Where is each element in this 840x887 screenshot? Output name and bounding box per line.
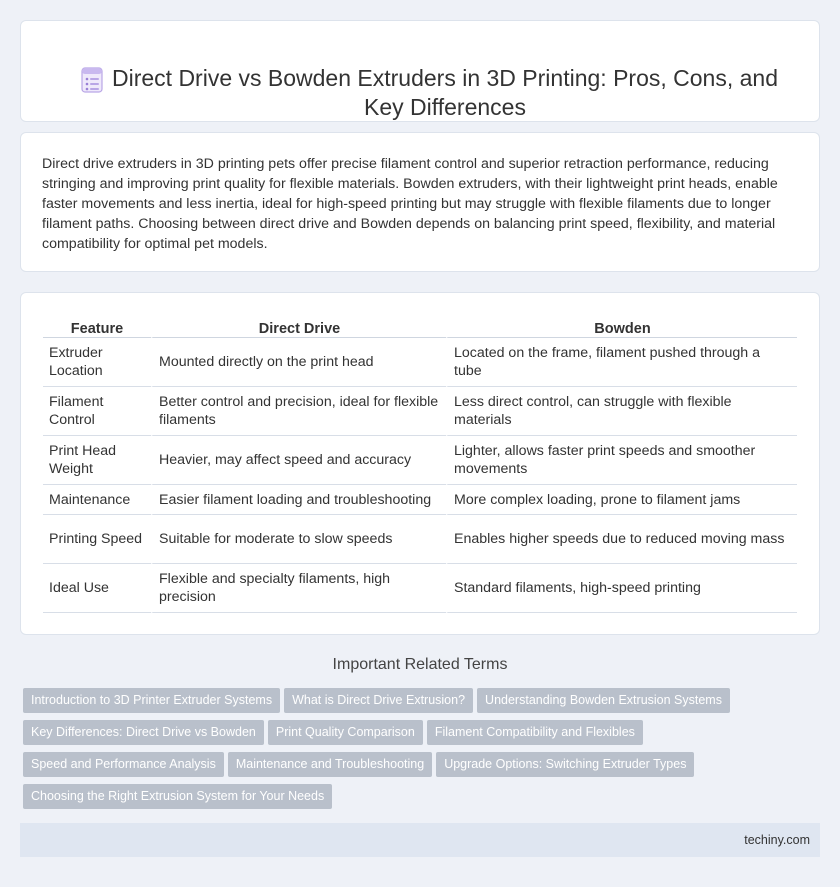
feature-cell: Ideal Use <box>43 564 151 613</box>
feature-cell: Printing Speed <box>43 515 151 564</box>
related-term-tag[interactable]: What is Direct Drive Extrusion? <box>284 688 473 713</box>
direct-drive-cell: Mounted directly on the print head <box>151 338 446 387</box>
bowden-cell: Standard filaments, high-speed printing <box>446 564 797 613</box>
intro-text: Direct drive extruders in 3D printing pets offer precise filament control and superior retraction performance, reducing stringing and improving print quality for flexible materials. Bowden extruders, with their lightweight print heads, enable faster movements and less inertia, ideal for high-speed printing but may struggle with flexible filaments due to longer filament paths. Choosing between direct drive and Bowden depends on balancing print speed, flexibility, and material compatibility for optimal pet models. <box>42 156 778 252</box>
bowden-cell: More complex loading, prone to filament jams <box>446 485 797 515</box>
feature-cell: Extruder Location <box>43 338 151 387</box>
related-term-tag[interactable]: Introduction to 3D Printer Extruder Systems <box>23 688 280 713</box>
feature-cell: Filament Control <box>43 387 151 436</box>
header-bowden: Bowden <box>446 315 797 338</box>
table-row <box>43 436 797 485</box>
table-row <box>43 387 797 436</box>
direct-drive-cell: Better control and precision, ideal for flexible filaments <box>151 387 446 436</box>
intro-card <box>20 132 820 272</box>
direct-drive-cell: Flexible and specialty filaments, high precision <box>151 564 446 613</box>
table-row <box>43 564 797 613</box>
related-term-tag[interactable]: Print Quality Comparison <box>268 720 423 745</box>
related-term-tag[interactable]: Maintenance and Troubleshooting <box>228 752 432 777</box>
bowden-cell: Located on the frame, filament pushed through a tube <box>446 338 797 387</box>
related-terms-heading: Important Related Terms <box>332 656 508 673</box>
related-term-tag[interactable]: Understanding Bowden Extrusion Systems <box>477 688 730 713</box>
related-term-tag[interactable]: Speed and Performance Analysis <box>23 752 224 777</box>
page-title: Direct Drive vs Bowden Extruders in 3D Printing: Pros, Cons, and Key Differences <box>112 65 778 120</box>
direct-drive-cell: Easier filament loading and troubleshooting <box>151 485 446 515</box>
feature-cell: Maintenance <box>43 485 151 515</box>
related-term-tag[interactable]: Upgrade Options: Switching Extruder Types <box>436 752 694 777</box>
table-row <box>43 485 797 515</box>
comparison-card <box>20 292 820 635</box>
table-row <box>43 515 797 564</box>
footer-site-link[interactable]: techiny.com <box>744 833 810 847</box>
related-terms-list <box>23 688 813 816</box>
bowden-cell: Less direct control, can struggle with flexible materials <box>446 387 797 436</box>
header-direct-drive: Direct Drive <box>151 315 446 338</box>
related-term-tag[interactable]: Filament Compatibility and Flexibles <box>427 720 643 745</box>
header-feature: Feature <box>43 315 151 338</box>
related-term-tag[interactable]: Key Differences: Direct Drive vs Bowden <box>23 720 264 745</box>
table-header-row <box>43 315 797 338</box>
comparison-table <box>43 315 797 613</box>
direct-drive-cell: Heavier, may affect speed and accuracy <box>151 436 446 485</box>
bowden-cell: Enables higher speeds due to reduced moving mass <box>446 515 797 564</box>
title-card <box>20 20 820 122</box>
footer <box>20 823 820 857</box>
related-term-tag[interactable]: Choosing the Right Extrusion System for Your Needs <box>23 784 332 809</box>
table-row <box>43 338 797 387</box>
feature-cell: Print Head Weight <box>43 436 151 485</box>
bowden-cell: Lighter, allows faster print speeds and smoother movements <box>446 436 797 485</box>
direct-drive-cell: Suitable for moderate to slow speeds <box>151 515 446 564</box>
